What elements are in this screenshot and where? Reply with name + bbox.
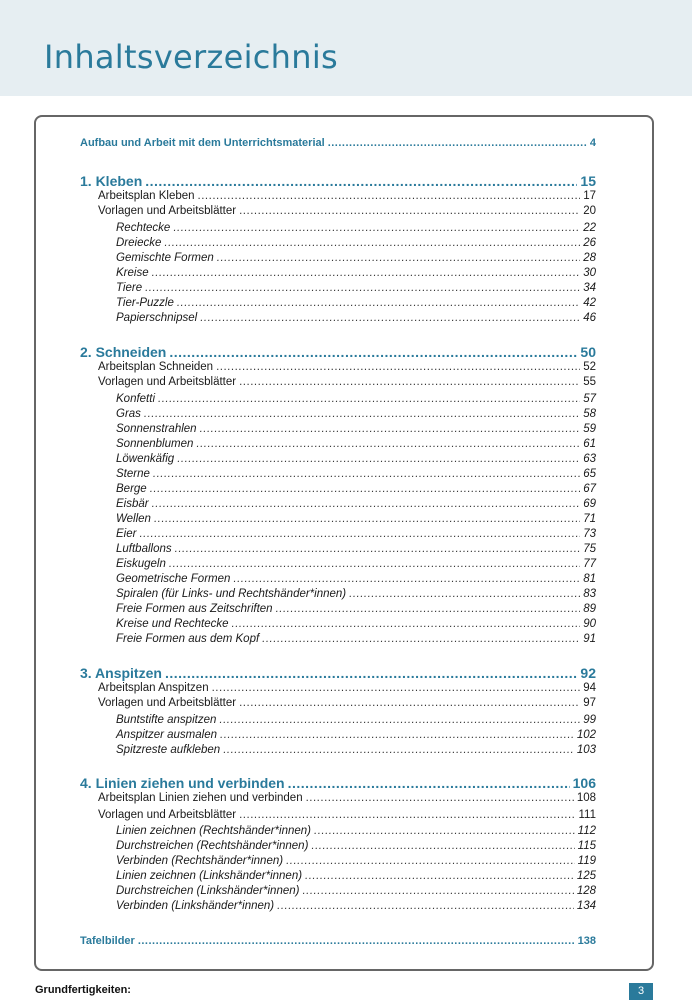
toc-entry-title: Linien zeichnen (Linkshänder*innen) <box>116 870 303 882</box>
dot-leader <box>138 935 575 947</box>
toc-entry-page: 17 <box>583 190 596 202</box>
dot-leader <box>286 855 575 867</box>
toc-entry-page: 4 <box>589 137 596 149</box>
toc-entry-title: Berge <box>116 483 147 495</box>
toc-entry-item <box>116 543 596 555</box>
toc-entry-title: Dreiecke <box>116 237 162 249</box>
toc-entry-sub <box>98 361 596 373</box>
toc-entry-page: 28 <box>583 252 596 264</box>
toc-entry-title: Vorlagen und Arbeitsblätter <box>98 809 237 821</box>
toc-entry-item <box>116 393 596 405</box>
dot-leader <box>150 483 581 495</box>
toc-entry-title: Durchstreichen (Rechtshänder*innen) <box>116 840 309 852</box>
toc-entry-page: 128 <box>576 885 596 897</box>
toc-entry-title: Arbeitsplan Linien ziehen und verbinden <box>98 792 303 804</box>
toc-entry-chapter <box>80 344 596 360</box>
toc-entry-item <box>116 438 596 450</box>
toc-entry-title: Anspitzer ausmalen <box>116 729 217 741</box>
dot-leader <box>145 282 580 294</box>
toc-entry-title: 3. Anspitzen <box>80 665 162 681</box>
dot-leader <box>239 697 580 709</box>
toc-entry-page: 90 <box>583 618 596 630</box>
toc-entry-item <box>116 618 596 630</box>
dot-leader <box>165 665 577 681</box>
toc-entry-item <box>116 729 596 741</box>
toc-entry-title: Löwenkäfig <box>116 453 175 465</box>
toc-entry-sub <box>98 682 596 694</box>
toc-entry-item <box>116 714 596 726</box>
dot-leader <box>276 603 581 615</box>
dot-leader <box>200 312 580 324</box>
toc-entry-page: 58 <box>583 408 596 420</box>
dot-leader <box>311 840 574 852</box>
toc-entry-title: Durchstreichen (Linkshänder*innen) <box>116 885 300 897</box>
dot-leader <box>288 775 570 791</box>
toc-entry-title: Spiralen (für Links- und Rechtshänder*innen) <box>116 588 347 600</box>
toc-entry-title: Wellen <box>116 513 151 525</box>
toc-entry-intro <box>80 137 596 149</box>
toc-entry-item <box>116 297 596 309</box>
dot-leader <box>277 900 574 912</box>
toc-entry-page: 67 <box>583 483 596 495</box>
dot-leader <box>200 423 581 435</box>
toc-entry-item <box>116 528 596 540</box>
toc-entry-page: 26 <box>583 237 596 249</box>
footer-label: Grundfertigkeiten: <box>35 984 131 996</box>
toc-entry-page: 15 <box>580 173 596 189</box>
toc-entry-page: 57 <box>583 393 596 405</box>
toc-entry-title: Papierschnipsel <box>116 312 198 324</box>
toc-entry-sub <box>98 697 596 709</box>
toc-entry-item <box>116 408 596 420</box>
toc-entry-item <box>116 513 596 525</box>
toc-entry-page: 50 <box>580 344 596 360</box>
toc-entry-page: 55 <box>583 376 596 388</box>
dot-leader <box>314 825 575 837</box>
dot-leader <box>239 205 580 217</box>
toc-entry-item <box>116 282 596 294</box>
toc-entry-page: 134 <box>576 900 596 912</box>
toc-entry-item <box>116 222 596 234</box>
toc-entry-title: Spitzreste aufkleben <box>116 744 221 756</box>
dot-leader <box>212 682 581 694</box>
toc-entry-item <box>116 498 596 510</box>
toc-entry-page: 81 <box>583 573 596 585</box>
toc-entry-page: 22 <box>583 222 596 234</box>
dot-leader <box>169 558 580 570</box>
toc-entry-title: Gemischte Formen <box>116 252 214 264</box>
toc-entry-sub <box>98 376 596 388</box>
dot-leader <box>219 714 580 726</box>
dot-leader <box>144 408 580 420</box>
toc-entry-intro <box>80 935 596 947</box>
toc-entry-item <box>116 483 596 495</box>
dot-leader <box>239 376 580 388</box>
toc-entry-title: Verbinden (Rechtshänder*innen) <box>116 855 284 867</box>
toc-entry-page: 91 <box>583 633 596 645</box>
toc-entry-title: Gras <box>116 408 141 420</box>
toc-entry-page: 65 <box>583 468 596 480</box>
dot-leader <box>154 513 580 525</box>
toc-entry-item <box>116 267 596 279</box>
toc-entry-page: 99 <box>583 714 596 726</box>
toc-entry-item <box>116 558 596 570</box>
toc-entry-item <box>116 252 596 264</box>
toc-entry-title: Sonnenstrahlen <box>116 423 197 435</box>
toc-entry-item <box>116 855 596 867</box>
toc-entry-title: Luftballons <box>116 543 172 555</box>
toc-entry-page: 34 <box>583 282 596 294</box>
toc-entry-page: 92 <box>580 665 596 681</box>
dot-leader <box>177 297 580 309</box>
dot-leader <box>177 453 580 465</box>
toc-entry-page: 61 <box>583 438 596 450</box>
toc-entry-title: Vorlagen und Arbeitsblätter <box>98 205 237 217</box>
toc-entry-sub <box>98 205 596 217</box>
toc-entry-sub <box>98 792 596 804</box>
toc-entry-item <box>116 870 596 882</box>
dot-leader <box>328 137 587 149</box>
dot-leader <box>223 744 574 756</box>
toc-entry-page: 108 <box>576 792 596 804</box>
toc-entry-item <box>116 573 596 585</box>
toc-entry-title: Verbinden (Linkshänder*innen) <box>116 900 275 912</box>
toc-entry-item <box>116 840 596 852</box>
toc-entry-title: Tier-Puzzle <box>116 297 174 309</box>
toc-entry-title: Arbeitsplan Anspitzen <box>98 682 209 694</box>
dot-leader <box>305 870 574 882</box>
dot-leader <box>262 633 580 645</box>
toc-entry-title: Eier <box>116 528 137 540</box>
dot-leader <box>232 618 581 630</box>
toc-entry-title: Eisbär <box>116 498 149 510</box>
toc-entry-title: Arbeitsplan Schneiden <box>98 361 214 373</box>
toc-entry-chapter <box>80 775 596 791</box>
toc-entry-sub <box>98 190 596 202</box>
toc-entry-title: 4. Linien ziehen und verbinden <box>80 775 285 791</box>
toc-entry-page: 112 <box>577 825 596 837</box>
dot-leader <box>169 344 577 360</box>
toc-entry-page: 103 <box>576 744 596 756</box>
toc-entry-item <box>116 744 596 756</box>
dot-leader <box>158 393 580 405</box>
toc-entry-item <box>116 312 596 324</box>
toc-entry-page: 125 <box>576 870 596 882</box>
toc-entry-page: 71 <box>583 513 596 525</box>
toc-entry-title: Aufbau und Arbeit mit dem Unterrichtsmaterial <box>80 137 325 149</box>
toc-entry-chapter <box>80 173 596 189</box>
toc-entry-item <box>116 423 596 435</box>
dot-leader <box>152 267 581 279</box>
dot-leader <box>145 173 577 189</box>
toc-entry-title: Kreise <box>116 267 149 279</box>
toc-entry-page: 102 <box>576 729 596 741</box>
toc-entry-page: 63 <box>583 453 596 465</box>
toc-entry-title: Eiskugeln <box>116 558 166 570</box>
dot-leader <box>198 190 581 202</box>
dot-leader <box>216 361 580 373</box>
toc-entry-page: 77 <box>583 558 596 570</box>
toc-entry-page: 59 <box>583 423 596 435</box>
dot-leader <box>139 528 580 540</box>
toc-entry-item <box>116 588 596 600</box>
toc-entry-item <box>116 825 596 837</box>
toc-entry-page: 46 <box>583 312 596 324</box>
dot-leader <box>302 885 573 897</box>
dot-leader <box>173 222 580 234</box>
toc-entry-item <box>116 603 596 615</box>
dot-leader <box>196 438 580 450</box>
dot-leader <box>164 237 580 249</box>
toc-entry-page: 69 <box>583 498 596 510</box>
toc-entry-chapter <box>80 665 596 681</box>
dot-leader <box>349 588 580 600</box>
toc-entry-page: 138 <box>577 935 596 947</box>
toc-entry-page: 106 <box>572 775 596 791</box>
toc-entry-title: Vorlagen und Arbeitsblätter <box>98 376 237 388</box>
dot-leader <box>233 573 580 585</box>
toc-entry-item <box>116 633 596 645</box>
toc-entry-page: 115 <box>577 840 596 852</box>
toc-entry-page: 89 <box>583 603 596 615</box>
dot-leader <box>217 252 580 264</box>
toc-entry-title: Sonnenblumen <box>116 438 194 450</box>
toc-entry-page: 42 <box>583 297 596 309</box>
toc-entry-title: 2. Schneiden <box>80 344 167 360</box>
toc-entry-item <box>116 885 596 897</box>
toc-entry-title: 1. Kleben <box>80 173 143 189</box>
toc-entry-page: 75 <box>583 543 596 555</box>
toc-entry-page: 119 <box>577 855 596 867</box>
toc-entry-title: Arbeitsplan Kleben <box>98 190 195 202</box>
toc-entry-page: 73 <box>583 528 596 540</box>
dot-leader <box>153 468 580 480</box>
toc-entry-page: 94 <box>583 682 596 694</box>
toc-entry-item <box>116 453 596 465</box>
dot-leader <box>306 792 574 804</box>
toc-entry-item <box>116 468 596 480</box>
toc-entry-sub <box>98 809 596 821</box>
toc-entry-page: 111 <box>578 809 596 821</box>
toc-entry-title: Tafelbilder <box>80 935 135 947</box>
dot-leader <box>152 498 581 510</box>
toc-entry-title: Vorlagen und Arbeitsblätter <box>98 697 237 709</box>
toc-entry-title: Linien zeichnen (Rechtshänder*innen) <box>116 825 311 837</box>
toc-entry-page: 83 <box>583 588 596 600</box>
dot-leader <box>220 729 574 741</box>
toc-entry-title: Geometrische Formen <box>116 573 231 585</box>
toc-entry-title: Kreise und Rechtecke <box>116 618 229 630</box>
toc-entry-title: Freie Formen aus Zeitschriften <box>116 603 273 615</box>
toc-entry-page: 30 <box>583 267 596 279</box>
toc-entry-title: Rechtecke <box>116 222 171 234</box>
toc-entry-page: 52 <box>583 361 596 373</box>
toc-entry-title: Freie Formen aus dem Kopf <box>116 633 260 645</box>
toc-entry-item <box>116 237 596 249</box>
toc-entry-item <box>116 900 596 912</box>
toc-entry-title: Buntstifte anspitzen <box>116 714 217 726</box>
toc-entry-page: 20 <box>583 205 596 217</box>
page-number-badge: 3 <box>629 983 653 1000</box>
page-title: Inhaltsverzeichnis <box>44 38 338 76</box>
toc-entry-title: Tiere <box>116 282 143 294</box>
dot-leader <box>175 543 581 555</box>
dot-leader <box>239 809 575 821</box>
toc-entry-title: Konfetti <box>116 393 155 405</box>
header-band <box>0 0 692 96</box>
toc-entry-page: 97 <box>583 697 596 709</box>
toc-entry-title: Sterne <box>116 468 150 480</box>
